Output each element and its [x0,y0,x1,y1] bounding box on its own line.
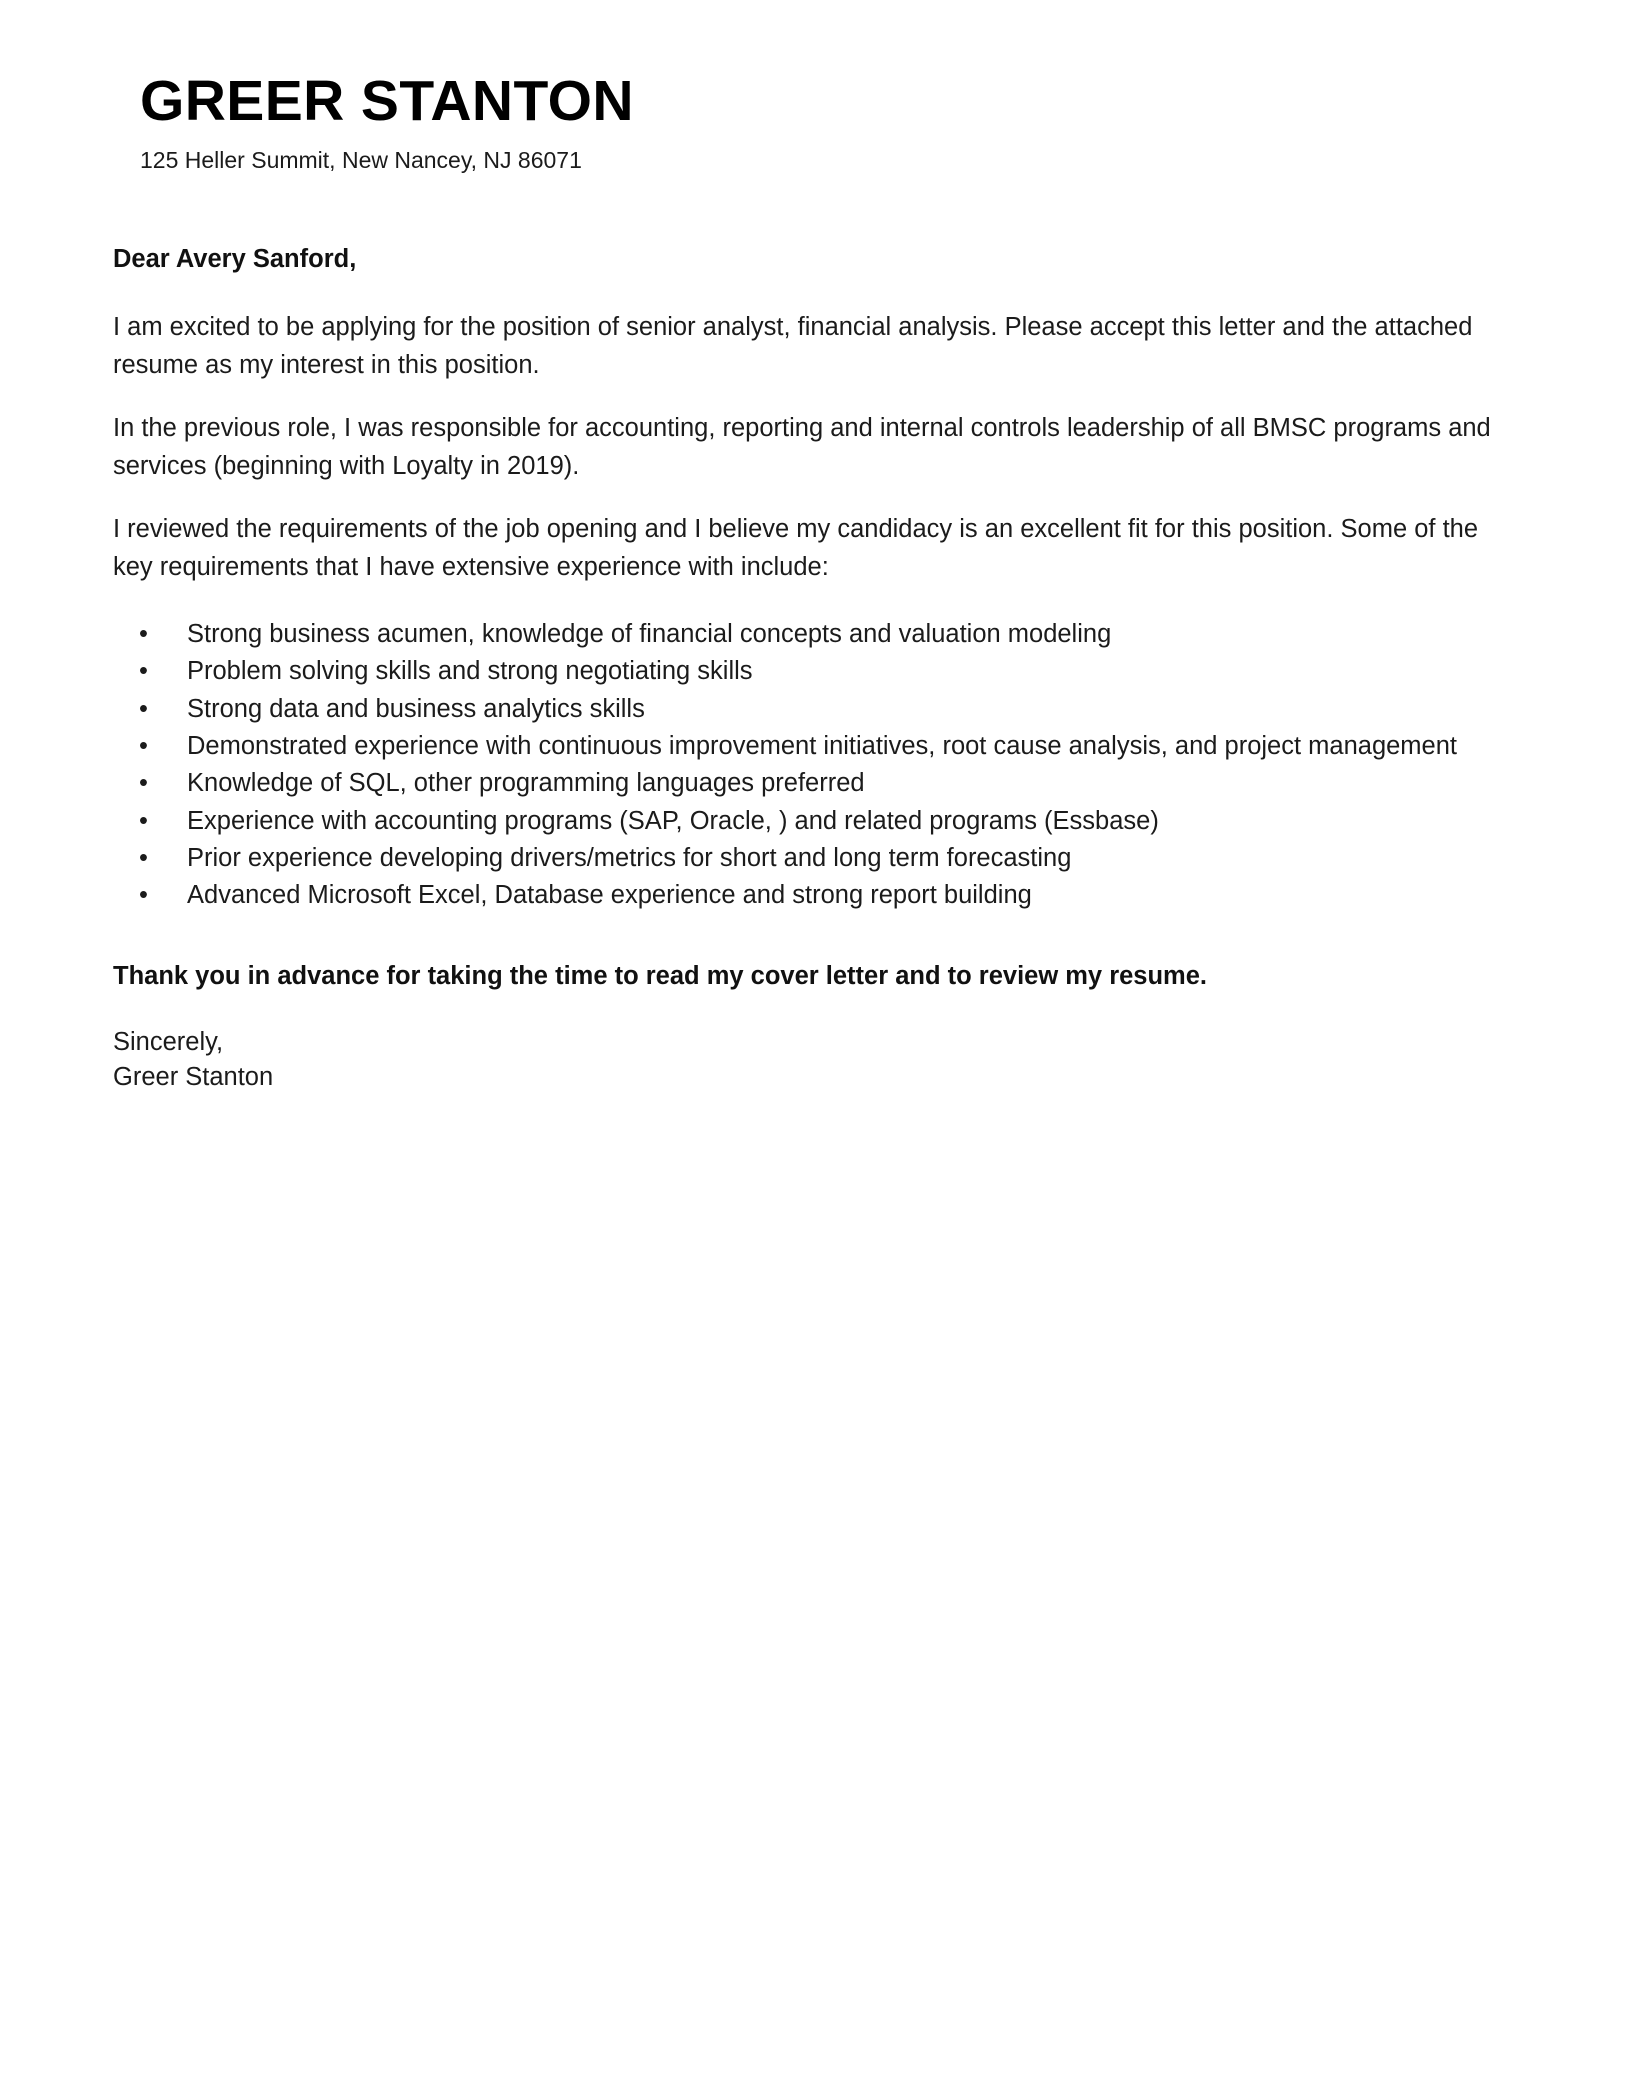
signature-block [113,995,1513,1095]
requirements-list [113,612,1513,915]
list-item-label: Advanced Microsoft Excel, Database experience and strong report building [187,881,1032,910]
body-paragraph-1: I am excited to be applying for the position of senior analyst, financial analysis. Please accept this letter and the attached resume as my interest in this position. [113,313,1473,379]
list-item-label: Demonstrated experience with continuous improvement initiatives, root cause analysis, and project management [187,732,1457,761]
salutation: Dear Avery Sanford, [113,244,357,273]
list-item [139,616,1507,653]
body-paragraph-2: In the previous role, I was responsible for accounting, reporting and internal controls leadership of all BMSC programs and services (beginning with Loyalty in 2019). [113,414,1491,480]
list-item [139,653,1507,690]
bullet-icon: • [139,844,148,873]
bullet-icon: • [139,732,148,761]
bullet-icon: • [139,620,148,649]
bullet-icon: • [139,694,148,723]
letter-body [113,176,1513,1095]
applicant-address: 125 Heller Summit, New Nancey, NJ 86071 [140,146,582,173]
applicant-name: GREER STANTON [140,69,634,133]
list-item [139,840,1507,877]
list-item [139,691,1507,728]
bullet-icon: • [139,806,148,835]
bullet-icon: • [139,769,148,798]
letter-sheet [113,0,1513,1095]
list-item-label: Strong data and business analytics skills [187,694,645,723]
list-item-label: Prior experience developing drivers/metrics for short and long term forecasting [187,844,1072,873]
letterhead [113,0,1513,176]
body-paragraph-3: I reviewed the requirements of the job opening and I believe my candidacy is an excellent fit for this position. Some of the key requirements that I have extensive experience with include: [113,515,1479,581]
bullet-icon: • [139,657,148,686]
list-item-label: Knowledge of SQL, other programming languages preferred [187,769,865,798]
list-item-label: Experience with accounting programs (SAP, Oracle, ) and related programs (Essbase) [187,806,1159,835]
list-item [139,803,1507,840]
closing-statement: Thank you in advance for taking the time to read my cover letter and to review my resume. [113,961,1207,990]
list-item-label: Strong business acumen, knowledge of financial concepts and valuation modeling [187,620,1112,649]
list-item-label: Problem solving skills and strong negotiating skills [187,657,753,686]
list-item [139,877,1507,914]
signoff-line: Sincerely, [113,1027,224,1056]
signature-name: Greer Stanton [113,1062,274,1091]
bullet-icon: • [139,881,148,910]
list-item [139,765,1507,802]
list-item [139,728,1507,765]
